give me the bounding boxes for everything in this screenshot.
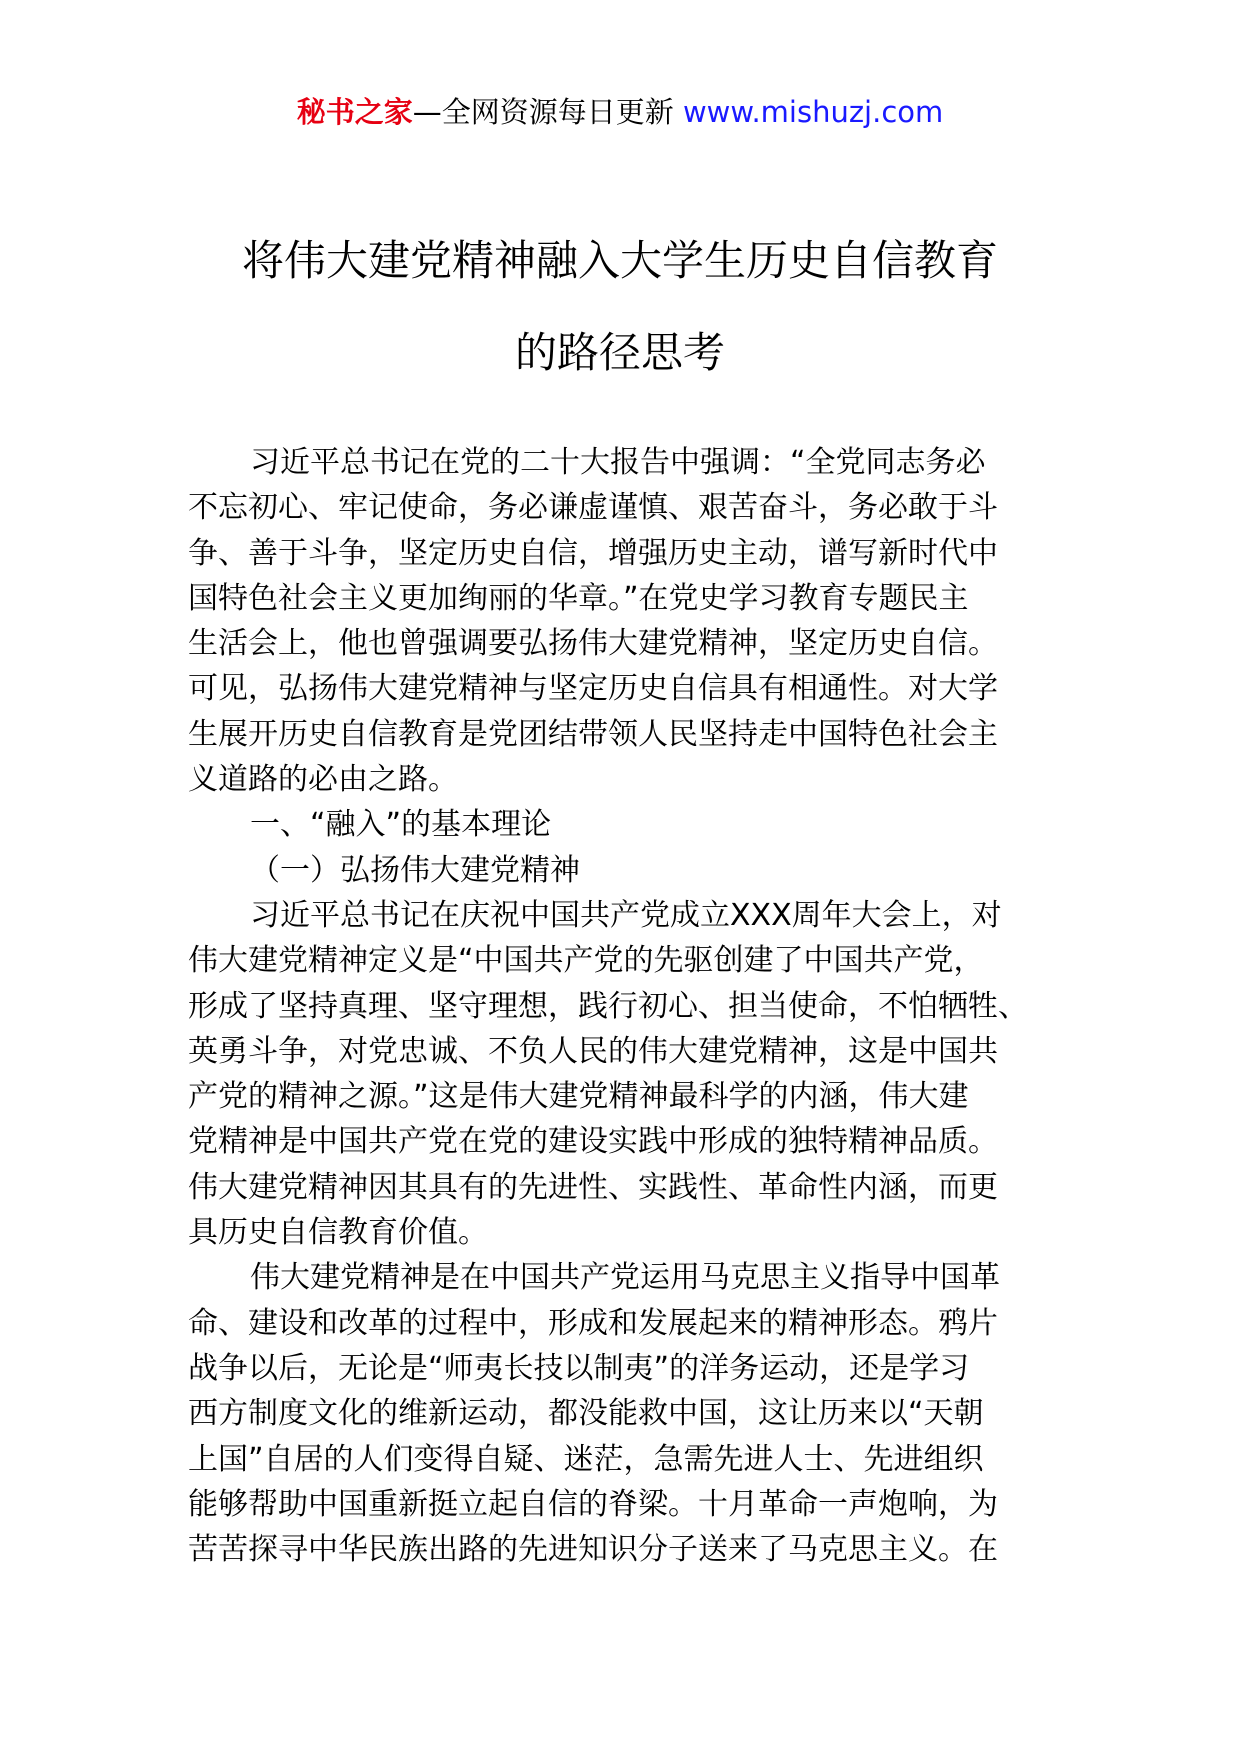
paragraph-line: 习近平总书记在党的二十大报告中强调：“全党同志务必 (250, 445, 986, 480)
paragraph-line: 习近平总书记在庆祝中国共产党成立XXX周年大会上，对 (250, 897, 1002, 933)
paragraph-line: 伟大建党精神定义是“中国共产党的先驱创建了中国共产党， (188, 943, 984, 979)
paragraph-line: 不忘初心、牢记使命，务必谦虚谨慎、艰苦奋斗，务必敢于斗 (188, 490, 998, 526)
site-brand: 秘书之家 (296, 95, 413, 129)
site-slogan: —全网资源每日更新 (412, 95, 674, 129)
document-title-line-2: 的路径思考 (514, 328, 725, 377)
paragraph-line: 伟大建党精神因其具有的先进性、实践性、革命性内涵，而更 (188, 1169, 998, 1205)
section-heading: 一、“融入”的基本理论 (250, 807, 552, 843)
subsection-heading: （一）弘扬伟大建党精神 (250, 852, 580, 888)
paragraph-line: 命、建设和改革的过程中，形成和发展起来的精神形态。鸦片 (188, 1305, 998, 1341)
paragraph-line: 战争以后，无论是“师夷长技以制夷”的洋务运动，还是学习 (188, 1350, 970, 1386)
paragraph-line: 苦苦探寻中华民族出路的先进知识分子送来了马克思主义。在 (188, 1532, 998, 1568)
paragraph-line: 英勇斗争，对党忠诚、不负人民的伟大建党精神，这是中国共 (188, 1033, 998, 1069)
paragraph-line: 产党的精神之源。”这是伟大建党精神最科学的内涵，伟大建 (188, 1079, 969, 1115)
paragraph-line: 争、善于斗争，坚定历史自信，增强历史主动，谱写新时代中 (188, 535, 998, 571)
paragraph-line: 可见，弘扬伟大建党精神与坚定历史自信具有相通性。对大学 (188, 671, 998, 707)
paragraph-line: 义道路的必由之路。 (188, 762, 458, 798)
paragraph-line: 西方制度文化的维新运动，都没能救中国，这让历来以“天朝 (188, 1396, 984, 1432)
paragraph-line: 能够帮助中国重新挺立起自信的脊梁。十月革命一声炮响，为 (188, 1486, 998, 1522)
paragraph-line: 形成了坚持真理、坚守理想，践行初心、担当使命，不怕牺牲、 (188, 988, 1028, 1024)
paragraph-line: 生活会上，他也曾强调要弘扬伟大建党精神，坚定历史自信。 (188, 626, 998, 662)
paragraph-line: 党精神是中国共产党在党的建设实践中形成的独特精神品质。 (188, 1124, 998, 1160)
paragraph-line: 伟大建党精神是在中国共产党运用马克思主义指导中国革 (250, 1260, 1000, 1296)
paragraph-line: 国特色社会主义更加绚丽的华章。”在党史学习教育专题民主 (188, 580, 969, 616)
paragraph-line: 具历史自信教育价值。 (188, 1215, 488, 1251)
site-url-link[interactable]: www.mishuzj.com (682, 95, 944, 129)
document-body (188, 440, 1068, 1572)
document-title-line-1: 将伟大建党精神融入大学生历史自信教育 (241, 236, 998, 285)
paragraph-line: 生展开历史自信教育是党团结带领人民坚持走中国特色社会主 (188, 716, 998, 752)
paragraph-line: 上国”自居的人们变得自疑、迷茫，急需先进人士、先进组织 (188, 1441, 984, 1477)
site-header (0, 92, 1240, 132)
